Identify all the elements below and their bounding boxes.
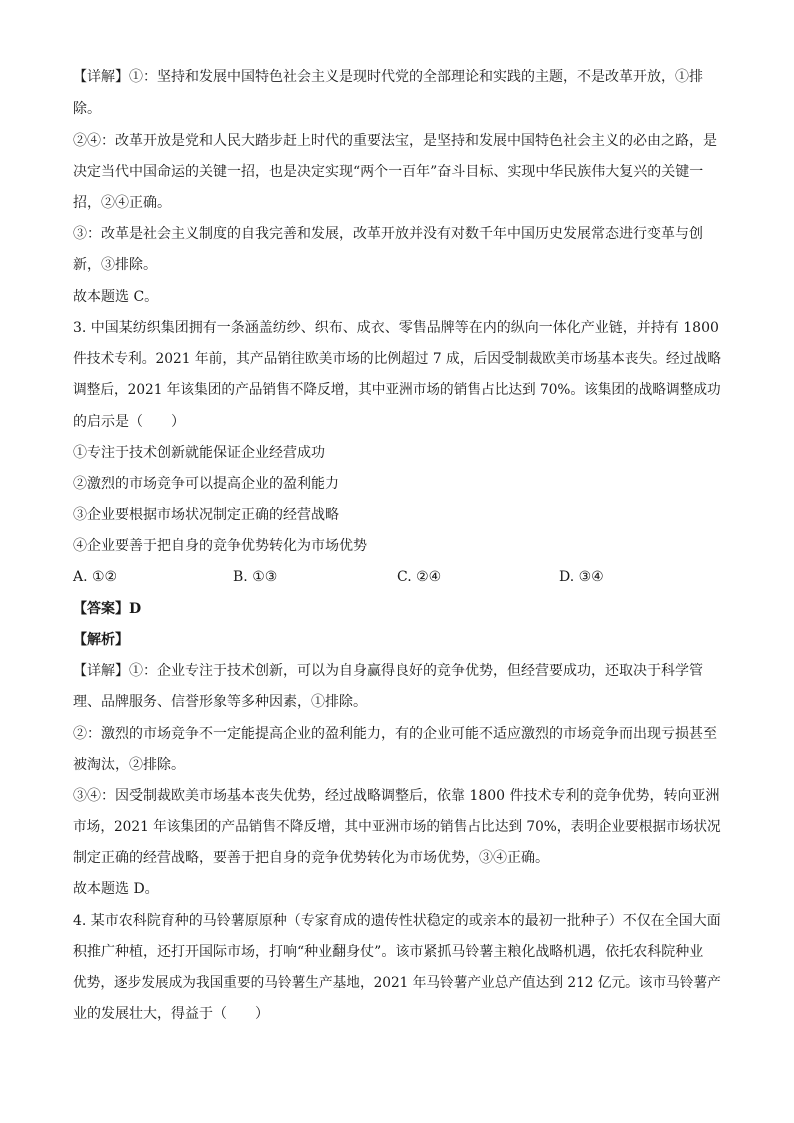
statement-item: ④企业要善于把自身的竞争优势转化为市场优势 bbox=[73, 538, 367, 554]
text-line: 故本题选 C。 bbox=[73, 289, 159, 305]
option-c: C. ②④ bbox=[397, 569, 442, 585]
text-line: 除。 bbox=[73, 101, 101, 117]
statement-item: ③企业要根据市场状况制定正确的经营战略 bbox=[73, 507, 339, 523]
question-text: 3. 中国某纺织集团拥有一条涵盖纺纱、织布、成衣、零售品牌等在内的纵向一体化产业链，并持有 1800 bbox=[73, 320, 719, 336]
text-line: ②：激烈的市场竞争不一定能提高企业的盈利能力，有的企业可能不适应激烈的市场竞争而出现亏损甚至 bbox=[73, 726, 717, 742]
question-text: 的启示是（ ） bbox=[73, 414, 185, 430]
option-d: D. ③④ bbox=[559, 569, 604, 585]
text-line: ③：改革是社会主义制度的自我完善和发展，改革开放并没有对数千年中国历史发展常态进行变革与创 bbox=[73, 226, 703, 242]
analysis-label: 【解析】 bbox=[73, 632, 129, 648]
statement-item: ①专注于技术创新就能保证企业经营成功 bbox=[73, 445, 325, 461]
text-line: ②④：改革开放是党和人民大踏步赶上时代的重要法宝，是坚持和发展中国特色社会主义的必由之路，是 bbox=[73, 133, 717, 149]
question-text: 调整后，2021 年该集团的产品销售不降反增，其中亚洲市场的销售占比达到 70%。该集团的战略调整成功 bbox=[73, 382, 721, 398]
text-line: 被淘汰，②排除。 bbox=[73, 757, 185, 773]
option-b: B. ①③ bbox=[233, 569, 278, 585]
question-text: 积推广种植，还打开国际市场，打响“种业翻身仗”。该市紧抓马铃薯主粮化战略机遇，依托农科院种业 bbox=[73, 944, 704, 960]
question-text: 优势，逐步发展成为我国重要的马铃薯生产基地，2021 年马铃薯产业总产值达到 212 亿元。该市马铃薯产 bbox=[73, 975, 721, 991]
text-line: 【详解】①：坚持和发展中国特色社会主义是现时代党的全部理论和实践的主题，不是改革开放，①排 bbox=[73, 69, 703, 85]
text-line: 决定当代中国命运的关键一招，也是决定实现“两个一百年”奋斗目标、实现中华民族伟大复兴的关键一 bbox=[73, 164, 704, 180]
text-line: 【详解】①：企业专注于技术创新，可以为自身赢得良好的竞争优势，但经营要成功，还取决于科学管 bbox=[73, 663, 703, 679]
answer-label: 【答案】D bbox=[73, 601, 142, 617]
question-text: 件技术专利。2021 年前，其产品销往欧美市场的比例超过 7 成，后因受制裁欧美市场基本丧失。经过战略 bbox=[73, 351, 722, 367]
statement-item: ②激烈的市场竞争可以提高企业的盈利能力 bbox=[73, 476, 339, 492]
text-line: 制定正确的经营战略，要善于把自身的竞争优势转化为市场优势，③④正确。 bbox=[73, 850, 549, 866]
text-line: 市场，2021 年该集团的产品销售不降反增，其中亚洲市场的销售占比达到 70%，表明企业要根据市场状况 bbox=[73, 819, 721, 835]
text-line: ③④：因受制裁欧美市场基本丧失优势，经过战略调整后，依靠 1800 件技术专利的竞争优势，转向亚洲 bbox=[73, 788, 720, 804]
question-text: 4. 某市农科院育种的马铃薯原原种（专家育成的遗传性状稳定的或亲本的最初一批种子）不仅在全国大面 bbox=[73, 913, 721, 929]
text-line: 新，③排除。 bbox=[73, 257, 157, 273]
text-line: 招，②④正确。 bbox=[73, 195, 171, 211]
option-a: A. ①② bbox=[73, 569, 118, 585]
question-text: 业的发展壮大，得益于（ ） bbox=[73, 1006, 269, 1022]
text-line: 故本题选 D。 bbox=[73, 881, 159, 897]
text-line: 理、品牌服务、信誉形象等多种因素，①排除。 bbox=[73, 694, 367, 710]
